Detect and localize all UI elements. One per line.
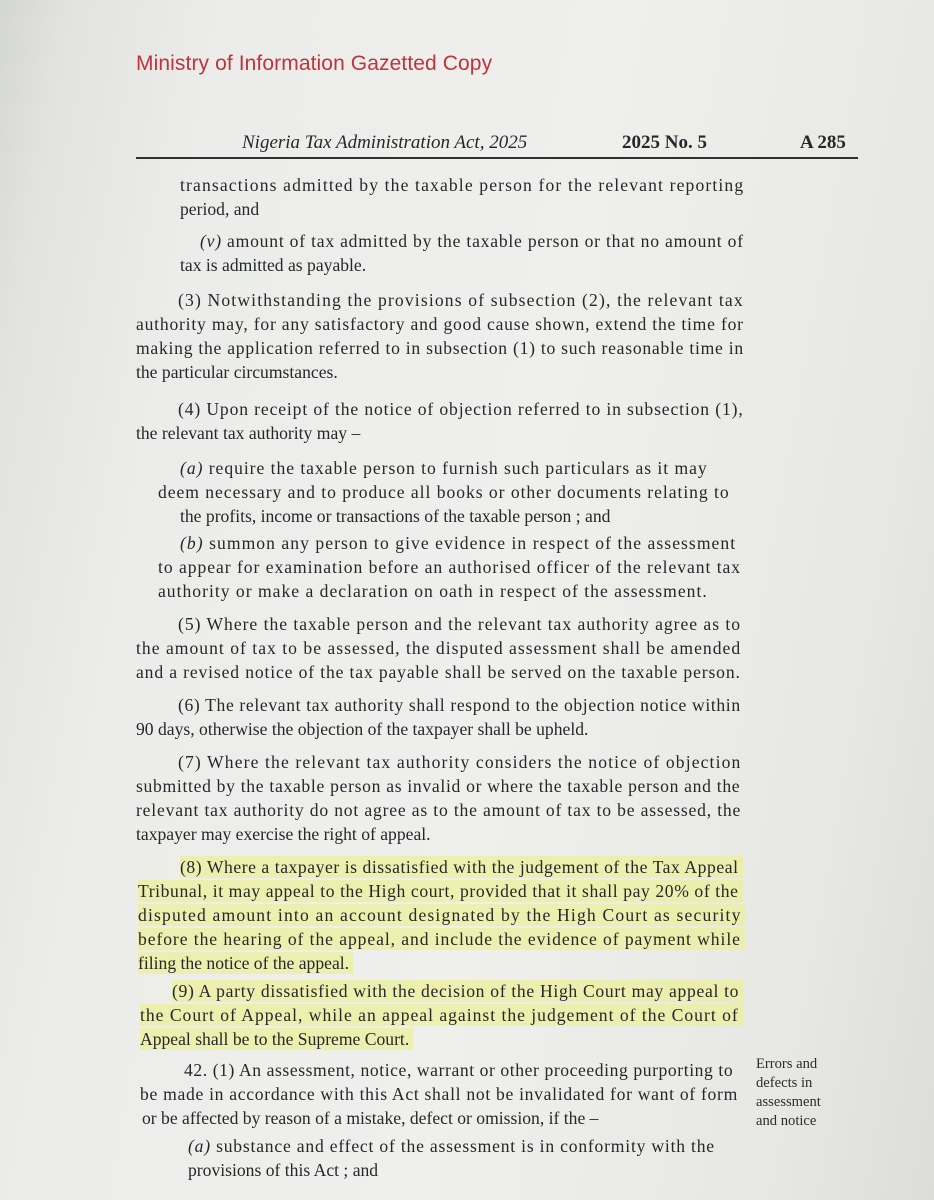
line-text: Appeal shall be to the Supreme Court.: [140, 1029, 410, 1049]
highlighted-text-line: [140, 1004, 743, 1026]
text-line: [180, 198, 259, 220]
highlighted-text-line: [138, 880, 743, 902]
text-line: [188, 1159, 378, 1181]
line-text: authority may, for any satisfactory and good cause shown, extend the time for: [136, 314, 744, 334]
clause-label: (a): [188, 1136, 211, 1156]
text-line: [180, 505, 610, 527]
text-line: [136, 313, 744, 335]
line-text: before the hearing of the appeal, and include the evidence of payment while: [138, 929, 741, 949]
line-text: the particular circumstances.: [136, 362, 338, 382]
text-line: [136, 361, 338, 383]
line-text: taxpayer may exercise the right of appeal.: [136, 824, 431, 844]
text-line: [180, 174, 744, 196]
line-text: Tribunal, it may appeal to the High court, provided that it shall pay 20% of the: [138, 881, 739, 901]
text-line: [136, 661, 741, 683]
line-text: tax is admitted as payable.: [180, 255, 367, 275]
text-line: [178, 613, 741, 635]
line-text: making the application referred to in subsection (1) to such reasonable time in: [136, 338, 744, 358]
text-line: [136, 637, 741, 659]
line-text: summon any person to give evidence in respect of the assessment: [203, 533, 737, 553]
line-text: the profits, income or transactions of the taxable person ; and: [180, 506, 611, 526]
text-line: [158, 481, 730, 503]
highlighted-text-line: [180, 856, 743, 878]
line-text: or be affected by reason of a mistake, defect or omission, if the –: [142, 1108, 599, 1128]
margin-note: [756, 1055, 821, 1131]
line-text: to appear for examination before an authorised officer of the relevant tax: [158, 557, 742, 577]
gazette-label: Ministry of Information Gazetted Copy: [136, 52, 493, 75]
line-text: and a revised notice of the tax payable shall be served on the taxable person.: [136, 662, 741, 682]
line-text: deem necessary and to produce all books or other documents relating to: [158, 482, 730, 502]
line-text: (4) Upon receipt of the notice of objection referred to in subsection (1),: [178, 399, 744, 419]
text-line: [184, 1059, 733, 1081]
text-line: [180, 457, 708, 479]
line-text: substance and effect of the assessment is in conformity with the: [210, 1136, 715, 1156]
line-text: the Court of Appeal, while an appeal against the judgement of the Court of: [140, 1005, 739, 1025]
text-line: [136, 799, 741, 821]
line-text: (5) Where the taxable person and the relevant tax authority agree as to: [178, 614, 742, 634]
line-text: require the taxable person to furnish such particulars as it may: [203, 458, 708, 478]
clause-label: (v): [200, 231, 222, 251]
clause-label: (a): [180, 458, 204, 478]
line-text: authority or make a declaration on oath in respect of the assessment.: [158, 581, 708, 601]
text-line: [178, 398, 744, 420]
page-number: A 285: [800, 132, 846, 153]
line-text: relevant tax authority do not agree as to the amount of tax to be assessed, the: [136, 800, 742, 820]
text-line: [180, 532, 736, 554]
line-text: (9) A party dissatisfied with the decision of the High Court may appeal to: [172, 981, 740, 1001]
clause-label: (b): [180, 533, 204, 553]
text-line: [136, 337, 744, 359]
line-text: the relevant tax authority may –: [136, 423, 361, 443]
text-line: [140, 1083, 738, 1105]
margin-note-line: and notice: [756, 1113, 817, 1129]
line-text: amount of tax admitted by the taxable person or that no amount of: [221, 231, 744, 251]
highlighted-text-line: [138, 904, 746, 926]
text-line: [178, 751, 741, 773]
line-text: 90 days, otherwise the objection of the taxpayer shall be upheld.: [136, 719, 589, 739]
act-title: Nigeria Tax Administration Act, 2025: [242, 132, 528, 153]
text-line: [178, 289, 744, 311]
margin-note-line: defects in: [756, 1075, 813, 1091]
text-line: [136, 775, 740, 797]
highlighted-text-line: [138, 952, 353, 974]
line-text: period, and: [180, 199, 260, 219]
text-line: [136, 422, 360, 444]
text-line: [158, 556, 741, 578]
text-line: [136, 823, 431, 845]
header-rule: [136, 157, 858, 159]
margin-note-line: assessment: [756, 1094, 821, 1110]
line-text: (3) Notwithstanding the provisions of subsection (2), the relevant tax: [178, 290, 744, 310]
text-line: [200, 230, 744, 252]
line-text: the amount of tax to be assessed, the disputed assessment shall be amended: [136, 638, 742, 658]
highlighted-text-line: [172, 980, 743, 1002]
line-text: filing the notice of the appeal.: [138, 953, 350, 973]
line-text: be made in accordance with this Act shall not be invalidated for want of form: [140, 1084, 738, 1104]
line-text: provisions of this Act ; and: [188, 1160, 379, 1180]
margin-note-line: Errors and: [756, 1056, 818, 1072]
highlighted-text-line: [138, 928, 745, 950]
line-text: (7) Where the relevant tax authority considers the notice of objection: [178, 752, 742, 772]
text-line: [136, 718, 588, 740]
line-text: (8) Where a taxpayer is dissatisfied with the judgement of the Tax Appeal: [180, 857, 739, 877]
line-text: disputed amount into an account designated by the High Court as security: [138, 905, 742, 925]
line-text: submitted by the taxable person as invalid or where the taxable person and the: [136, 776, 741, 796]
text-line: [142, 1107, 598, 1129]
text-line: [188, 1135, 715, 1157]
line-text: (6) The relevant tax authority shall respond to the objection notice within: [178, 695, 741, 715]
line-text: transactions admitted by the taxable person for the relevant reporting: [180, 175, 745, 195]
text-line: [178, 694, 741, 716]
text-line: [158, 580, 708, 602]
act-number: 2025 No. 5: [622, 132, 707, 153]
line-text: 42. (1) An assessment, notice, warrant or other proceeding purporting to: [184, 1060, 734, 1080]
highlighted-text-line: [140, 1028, 413, 1050]
text-line: [180, 254, 366, 276]
